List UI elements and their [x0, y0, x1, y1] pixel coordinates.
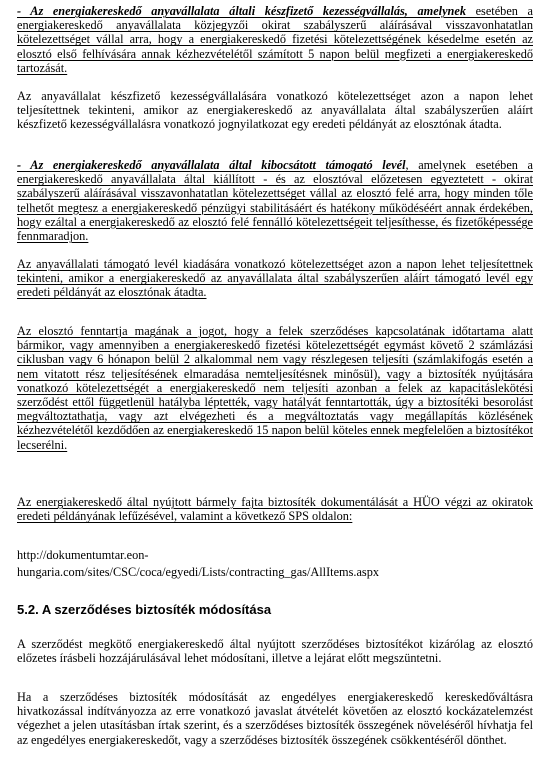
- paragraph-documentation: Az energiakereskedő által nyújtott bármely fajta biztosíték dokumentálását a HÜO végzi az okiratok eredeti példányának lefűzésével, valamint a következő SPS oldalon:: [17, 495, 533, 524]
- paragraph-parent-guarantee-fulfilment: Az anyavállalat készfizető kezességvállalására vonatkozó kötelezettséget azon a napon lehet teljesítettnek tekinteni, amikor az energiakereskedő az anyavállalata által szabályszerűen aláírt készfizető kezességvállalásra vonatkozó jognyilatkozat egy eredeti példányát az elosztónak átadta.: [17, 89, 533, 132]
- paragraph-modification-consent: A szerződést megkötő energiakereskedő által nyújtott szerződéses biztosítékot kizárólag az elosztó előzetes írásbeli hozzájárulásával lehet módosítani, illetve a lejárat előtt megszüntetni.: [17, 637, 533, 666]
- section-heading: 5.2. A szerződéses biztosíték módosítása: [17, 602, 272, 617]
- paragraph-body: , amelynek esetében a energiakereskedő anyavállalata által kiállított - és az elosztóval előzetesen egyeztetett - okirat szabályszerű aláírásával visszavonhatatlan kötelezettséget vállal az elosztó felé arra, hogy minden tőle telhetőt megtesz a energiakereskedő pénzügyi stabilitásáért és hatékony működéséért annak érdekében, hogy ezáltal a energiakereskedő az elosztó felé fennálló kötelezettségeit teljesíthesse, és fizetőképessége fennmaradjon.: [17, 158, 533, 244]
- sps-url-line-2: hungaria.com/sites/CSC/coca/egyedi/Lists/contracting_gas/AllItems.aspx: [17, 565, 380, 579]
- sps-url: [17, 547, 533, 581]
- paragraph-parent-guarantee: [17, 4, 533, 75]
- paragraph-lead: - Az energiakereskedő anyavállalata általi készfizető kezességvállalás, amelynek: [17, 4, 466, 18]
- paragraph-body: esetében a energiakereskedő anyavállalata közjegyzői okirat szabályszerű aláírásával visszavonhatatlan kötelezettséget vállal arra, hogy a energiakereskedő fizetési kötelezettségének késedelme esetén az elosztó első felhívására annak kézhezvételétől számított 5 napon belül megfizeti a energiakereskedő tartozását.: [17, 4, 533, 75]
- paragraph-supplier-switch: Ha a szerződéses biztosíték módosítását az engedélyes energiakereskedő kereskedőváltásra hivatkozással indítványozza az erre vonatkozó javaslat átvételét követően az elosztó kockázatelemzést végezhet a jelen utasításban írtak szerint, és a szerződéses biztosíték összegének növeléséről hívhatja fel az engedélyes energiakereskedőt, vagy a szerződéses biztosíték összegének csökkentéséről dönthet.: [17, 690, 533, 747]
- sps-url-line-1: http://dokumentumtar.eon-: [17, 548, 149, 562]
- paragraph-support-letter: [17, 158, 533, 243]
- paragraph-lead: - Az energiakereskedő anyavállalata által kibocsátott támogató levél: [17, 158, 406, 172]
- paragraph-support-letter-fulfilment: Az anyavállalati támogató levél kiadására vonatkozó kötelezettséget azon a napon lehet teljesítettnek tekinteni, amikor a energiakereskedő az anyavállalata által szabályszerűen aláírt támogató levél egy eredeti példányát az elosztónak átadta.: [17, 257, 533, 300]
- paragraph-distributor-rights: Az elosztó fenntartja magának a jogot, hogy a felek szerződéses kapcsolatának időtartama alatt bármikor, vagy amennyiben a energiakereskedő fizetési kötelezettségét egymást követő 2 számlázási ciklusban vagy 6 hónapon belül 2 alkalommal nem vagy részlegesen teljesíti (számlakifogás esetén a nem vitatott rész teljesítésének elmaradása nemteljesítésnek minősül), vagy a biztosíték nyújtására vonatkozó kötelezettségét a energiakereskedő nem teljesíti azonban a felek az kapacitáslekötési szerződést ettől függetlenül hatályba léptették, vagy hatályát fenntartották, úgy a biztosítéki besorolást megváltoztathatja, vagy azt elvégezheti és a megváltoztatás vagy megállapítás közlésének kézhezvételétől kezdődően az energiakereskedő 15 napon belül köteles ennek megfelelően a biztosítékot lecserélni.: [17, 324, 533, 452]
